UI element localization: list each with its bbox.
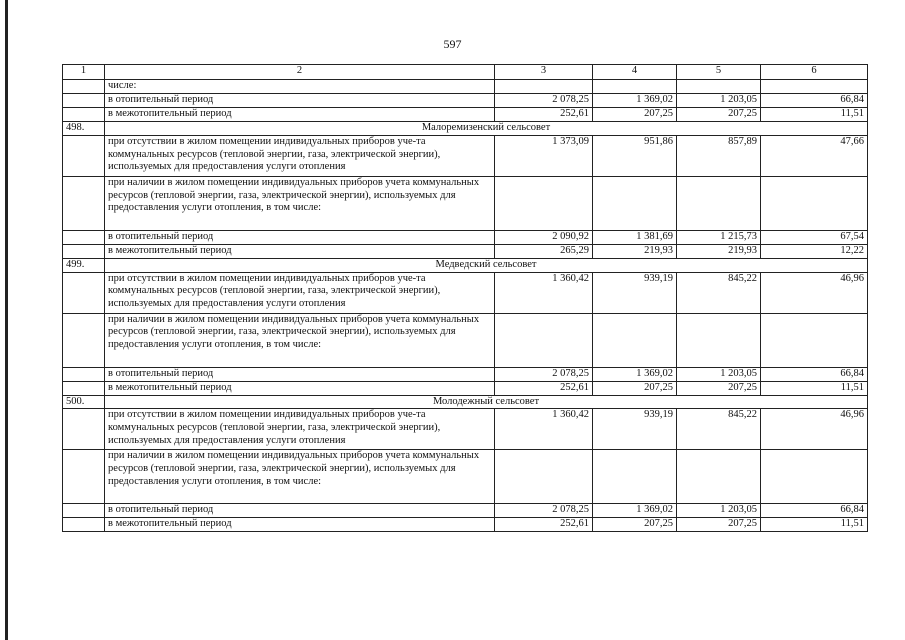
row-description: числе: bbox=[105, 80, 495, 94]
row-description: при наличии в жилом помещении индивидуальных приборов учета коммунальных ресурсов (тепловой энергии, газа, электрической энергии), используемых для предоставления услуги отопления, в том числе: bbox=[105, 450, 495, 504]
row-description: при отсутствии в жилом помещении индивидуальных приборов уче-та коммунальных ресурсов (тепловой энергии, газа, электрической энергии), используемых для предоставления услуги отопления bbox=[105, 135, 495, 176]
table-row bbox=[63, 176, 868, 230]
table-row bbox=[63, 518, 868, 532]
value-col-5: 219,93 bbox=[677, 244, 761, 258]
row-number-cell bbox=[63, 244, 105, 258]
header-cell-1: 1 bbox=[63, 65, 105, 80]
table-row bbox=[63, 230, 868, 244]
value-col-6: 46,96 bbox=[761, 409, 868, 450]
value-col-3: 252,61 bbox=[495, 381, 593, 395]
row-description: при отсутствии в жилом помещении индивидуальных приборов уче-та коммунальных ресурсов (тепловой энергии, газа, электрической энергии), используемых для предоставления услуги отопления bbox=[105, 272, 495, 313]
page-number: 597 bbox=[443, 37, 462, 51]
value-col-6: 67,54 bbox=[761, 230, 868, 244]
row-number-cell bbox=[63, 176, 105, 230]
row-description: в межотопительный период bbox=[105, 244, 495, 258]
value-col-6 bbox=[761, 450, 868, 504]
table-row bbox=[63, 80, 868, 94]
value-col-3: 1 360,42 bbox=[495, 409, 593, 450]
table-row bbox=[63, 94, 868, 108]
row-number-cell bbox=[63, 518, 105, 532]
value-col-4: 939,19 bbox=[593, 272, 677, 313]
value-col-6: 66,84 bbox=[761, 504, 868, 518]
value-col-4 bbox=[593, 80, 677, 94]
value-col-5: 207,25 bbox=[677, 518, 761, 532]
value-col-4 bbox=[593, 313, 677, 367]
value-col-5 bbox=[677, 450, 761, 504]
tariff-table bbox=[62, 64, 868, 532]
header-cell-2: 2 bbox=[105, 65, 495, 80]
row-number-cell bbox=[63, 94, 105, 108]
section-number: 500. bbox=[63, 395, 105, 409]
table-row bbox=[63, 450, 868, 504]
value-col-4: 207,25 bbox=[593, 518, 677, 532]
value-col-5: 845,22 bbox=[677, 272, 761, 313]
row-number-cell bbox=[63, 108, 105, 122]
section-title: Медведский сельсовет bbox=[105, 258, 868, 272]
value-col-4: 207,25 bbox=[593, 381, 677, 395]
row-description: в отопительный период bbox=[105, 504, 495, 518]
value-col-6: 11,51 bbox=[761, 381, 868, 395]
row-description: при наличии в жилом помещении индивидуальных приборов учета коммунальных ресурсов (тепловой энергии, газа, электрической энергии), используемых для предоставления услуги отопления, в том числе: bbox=[105, 313, 495, 367]
table-row bbox=[63, 409, 868, 450]
row-number-cell bbox=[63, 272, 105, 313]
scan-edge-bar bbox=[5, 0, 8, 640]
value-col-6 bbox=[761, 80, 868, 94]
value-col-4: 951,86 bbox=[593, 135, 677, 176]
value-col-5: 1 203,05 bbox=[677, 367, 761, 381]
row-description: при наличии в жилом помещении индивидуальных приборов учета коммунальных ресурсов (тепловой энергии, газа, электрической энергии), используемых для предоставления услуги отопления, в том числе: bbox=[105, 176, 495, 230]
row-number-cell bbox=[63, 450, 105, 504]
value-col-6 bbox=[761, 176, 868, 230]
table-row bbox=[63, 135, 868, 176]
table-header-row bbox=[63, 65, 868, 80]
value-col-3: 252,61 bbox=[495, 518, 593, 532]
row-number-cell bbox=[63, 80, 105, 94]
header-cell-5: 5 bbox=[677, 65, 761, 80]
value-col-3 bbox=[495, 450, 593, 504]
value-col-3 bbox=[495, 176, 593, 230]
header-cell-6: 6 bbox=[761, 65, 868, 80]
value-col-4: 1 369,02 bbox=[593, 367, 677, 381]
row-description: при отсутствии в жилом помещении индивидуальных приборов уче-та коммунальных ресурсов (тепловой энергии, газа, электрической энергии), используемых для предоставления услуги отопления bbox=[105, 409, 495, 450]
row-description: в межотопительный период bbox=[105, 108, 495, 122]
section-title: Малоремизенский сельсовет bbox=[105, 122, 868, 136]
section-number: 498. bbox=[63, 122, 105, 136]
table-row bbox=[63, 244, 868, 258]
value-col-3 bbox=[495, 80, 593, 94]
value-col-4: 219,93 bbox=[593, 244, 677, 258]
value-col-6: 46,96 bbox=[761, 272, 868, 313]
row-number-cell bbox=[63, 504, 105, 518]
value-col-5: 857,89 bbox=[677, 135, 761, 176]
value-col-3: 1 373,09 bbox=[495, 135, 593, 176]
value-col-3: 1 360,42 bbox=[495, 272, 593, 313]
value-col-6: 47,66 bbox=[761, 135, 868, 176]
value-col-4 bbox=[593, 450, 677, 504]
row-number-cell bbox=[63, 230, 105, 244]
section-row bbox=[63, 122, 868, 136]
value-col-5 bbox=[677, 313, 761, 367]
value-col-6: 66,84 bbox=[761, 367, 868, 381]
value-col-6 bbox=[761, 313, 868, 367]
value-col-5: 845,22 bbox=[677, 409, 761, 450]
table-row bbox=[63, 108, 868, 122]
table-row bbox=[63, 504, 868, 518]
section-row bbox=[63, 395, 868, 409]
section-number: 499. bbox=[63, 258, 105, 272]
value-col-5 bbox=[677, 80, 761, 94]
value-col-4: 207,25 bbox=[593, 108, 677, 122]
value-col-3: 2 078,25 bbox=[495, 504, 593, 518]
value-col-4: 1 369,02 bbox=[593, 504, 677, 518]
value-col-6: 66,84 bbox=[761, 94, 868, 108]
value-col-5: 207,25 bbox=[677, 108, 761, 122]
table-row bbox=[63, 381, 868, 395]
row-description: в отопительный период bbox=[105, 367, 495, 381]
table-row bbox=[63, 367, 868, 381]
row-number-cell bbox=[63, 381, 105, 395]
section-title: Молодежный сельсовет bbox=[105, 395, 868, 409]
value-col-3: 2 078,25 bbox=[495, 367, 593, 381]
value-col-5 bbox=[677, 176, 761, 230]
row-number-cell bbox=[63, 313, 105, 367]
row-description: в отопительный период bbox=[105, 230, 495, 244]
value-col-6: 11,51 bbox=[761, 518, 868, 532]
value-col-3: 2 090,92 bbox=[495, 230, 593, 244]
value-col-4 bbox=[593, 176, 677, 230]
value-col-6: 11,51 bbox=[761, 108, 868, 122]
table-row bbox=[63, 313, 868, 367]
row-description: в межотопительный период bbox=[105, 518, 495, 532]
table-row bbox=[63, 272, 868, 313]
value-col-5: 1 203,05 bbox=[677, 504, 761, 518]
row-description: в межотопительный период bbox=[105, 381, 495, 395]
value-col-3: 2 078,25 bbox=[495, 94, 593, 108]
value-col-5: 207,25 bbox=[677, 381, 761, 395]
row-description: в отопительный период bbox=[105, 94, 495, 108]
value-col-4: 939,19 bbox=[593, 409, 677, 450]
value-col-6: 12,22 bbox=[761, 244, 868, 258]
row-number-cell bbox=[63, 409, 105, 450]
value-col-3 bbox=[495, 313, 593, 367]
value-col-3: 252,61 bbox=[495, 108, 593, 122]
header-cell-4: 4 bbox=[593, 65, 677, 80]
value-col-4: 1 369,02 bbox=[593, 94, 677, 108]
value-col-5: 1 215,73 bbox=[677, 230, 761, 244]
value-col-5: 1 203,05 bbox=[677, 94, 761, 108]
header-cell-3: 3 bbox=[495, 65, 593, 80]
row-number-cell bbox=[63, 135, 105, 176]
section-row bbox=[63, 258, 868, 272]
row-number-cell bbox=[63, 367, 105, 381]
value-col-4: 1 381,69 bbox=[593, 230, 677, 244]
tariff-table-body bbox=[63, 65, 868, 532]
value-col-3: 265,29 bbox=[495, 244, 593, 258]
